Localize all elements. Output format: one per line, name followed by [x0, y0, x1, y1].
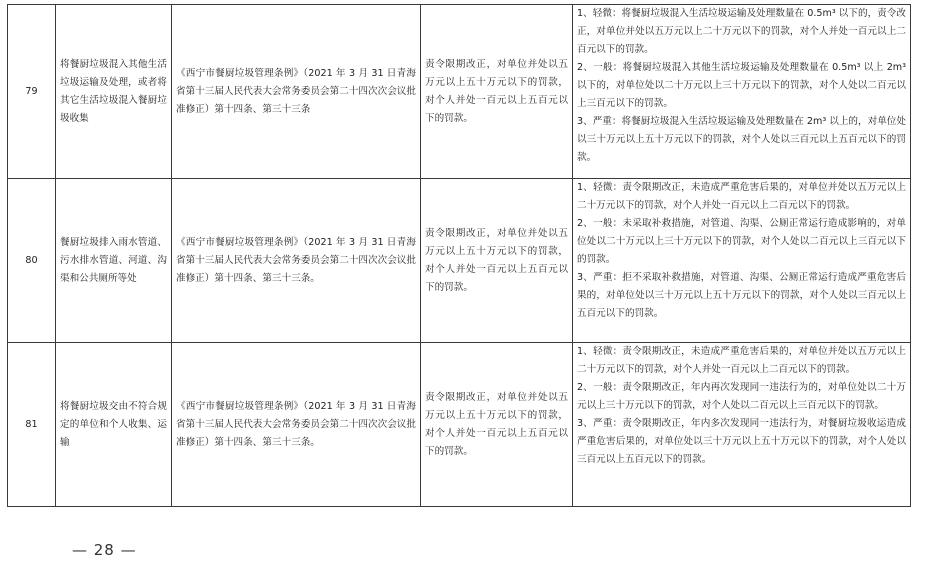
item-number: 81 — [8, 343, 56, 507]
table-row — [8, 179, 911, 343]
standard-minor: 1、轻微：责令限期改正，未造成严重危害后果的，对单位并处以五万元以上二十万元以下的罚款，对个人并处一百元以上二百元以下的罚款。 — [577, 182, 906, 211]
standard-general: 2、一般：责令限期改正，年内再次发现同一违法行为的，对单位处以二十万元以上三十万元以下的罚款，对个人处以二百元以上三百元以下的罚款。 — [577, 382, 906, 411]
violation-description: 将餐厨垃圾混入其他生活垃圾运输及处理，或者将其它生活垃圾混入餐厨垃圾收集 — [56, 5, 172, 179]
standard-serious: 3、严重：责令限期改正，年内多次发现同一违法行为，对餐厨垃圾收运造成严重危害后果的，对单位处以三十万元以上五十万元以下的罚款，对个人处以三百元以上五百元以下的罚款。 — [577, 418, 906, 465]
standard-general: 2、一般：未采取补救措施，对管道、沟渠、公厕正常运行造成影响的，对单位处以二十万元以上三十万元以下的罚款，对个人处以二百元以上三百元以下的罚款。 — [577, 218, 906, 265]
item-number: 79 — [8, 5, 56, 179]
penalty-provision: 责令限期改正，对单位并处以五万元以上五十万元以下的罚款，对个人并处一百元以上五百元以下的罚款。 — [421, 5, 573, 179]
legal-basis: 《西宁市餐厨垃圾管理条例》（2021 年 3 月 31 日青海省第十三届人民代表大会常务委员会第二十四次次会议批准修正）第十四条、第三十三条 — [172, 5, 421, 179]
penalty-standards-table — [7, 4, 911, 507]
standard-minor: 1、轻微：责令限期改正，未造成严重危害后果的，对单位并处以五万元以上二十万元以下的罚款，对个人并处一百元以上二百元以下的罚款。 — [577, 346, 906, 375]
violation-description: 将餐厨垃圾交由不符合规定的单位和个人收集、运输 — [56, 343, 172, 507]
standard-minor: 1、轻微：将餐厨垃圾混入生活垃圾运输及处理数量在 0.5m³ 以下的，责令改正，对单位并处以五万元以上二十万元以下的罚款，对个人并处一百元以上二百元以下的罚款。 — [577, 8, 906, 55]
table-row — [8, 343, 911, 507]
discretion-standards — [573, 179, 911, 343]
legal-basis: 《西宁市餐厨垃圾管理条例》（2021 年 3 月 31 日青海省第十三届人民代表大会常务委员会第二十四次次会议批准修正）第十四条、第三十三条。 — [172, 343, 421, 507]
legal-basis: 《西宁市餐厨垃圾管理条例》（2021 年 3 月 31 日青海省第十三届人民代表大会常务委员会第二十四次次会议批准修正）第十四条、第三十三条。 — [172, 179, 421, 343]
penalty-provision: 责令限期改正，对单位并处以五万元以上五十万元以下的罚款，对个人并处一百元以上五百元以下的罚款。 — [421, 179, 573, 343]
violation-description: 餐厨垃圾排入雨水管道、污水排水管道、河道、沟渠和公共厕所等处 — [56, 179, 172, 343]
discretion-standards — [573, 5, 911, 179]
item-number: 80 — [8, 179, 56, 343]
table-row — [8, 5, 911, 179]
standard-general: 2、一般：将餐厨垃圾混入其他生活垃圾运输及处理数量在 0.5m³ 以上 2m³ 以下的，对单位处以二十万元以上三十万元以下的罚款，对个人处以二百元以上三百元以下的罚款。 — [577, 62, 906, 109]
standard-serious: 3、严重：拒不采取补救措施，对管道、沟渠、公厕正常运行造成严重危害后果的，对单位处以三十万元以上五十万元以下的罚款，对个人处以三百元以上五百元以下的罚款。 — [577, 272, 906, 319]
penalty-provision: 责令限期改正，对单位并处以五万元以上五十万元以下的罚款，对个人并处一百元以上五百元以下的罚款。 — [421, 343, 573, 507]
standard-serious: 3、严重：将餐厨垃圾混入生活垃圾运输及处理数量在 2m³ 以上的，对单位处以三十万元以上五十万元以下的罚款，对个人处以三百元以上五百元以下的罚款。 — [577, 116, 906, 163]
discretion-standards — [573, 343, 911, 507]
page-number: — 28 — — [72, 541, 137, 559]
